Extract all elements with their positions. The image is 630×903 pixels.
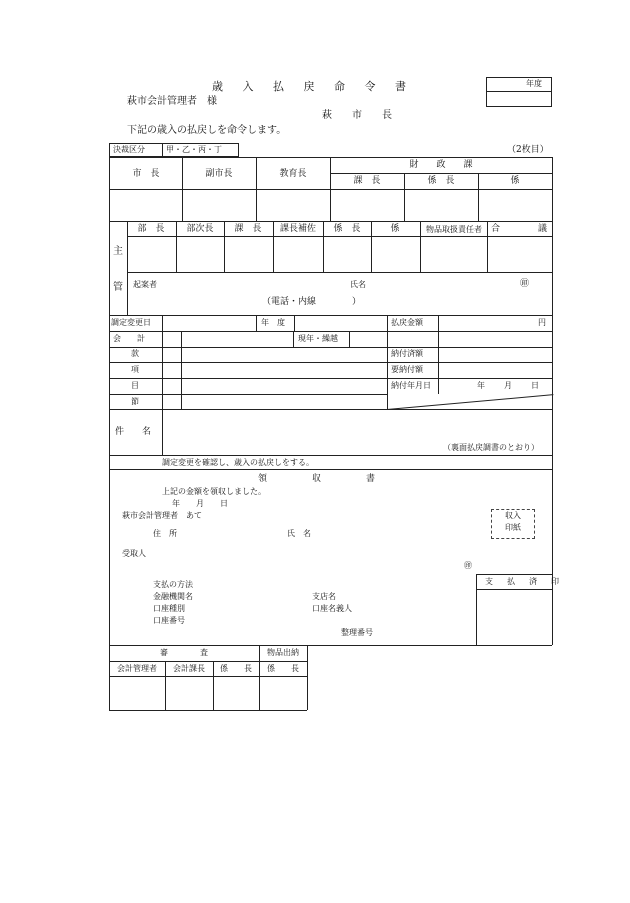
shukan-kakarichou: 係 長 xyxy=(333,224,361,234)
kou-label: 項 xyxy=(131,365,139,374)
branch-label: 支店名 xyxy=(312,592,336,601)
receipt-seal: ㊞ xyxy=(464,561,472,570)
kian-shimei: 氏名 xyxy=(350,280,366,289)
instruction: 下記の歳入の払戻しを命令します。 xyxy=(127,125,287,136)
buppin-label: 物品出納 xyxy=(267,648,299,657)
uketori-label: 受取人 xyxy=(122,549,146,558)
seiri-label: 整理番号 xyxy=(341,628,373,637)
confirm-text: 調定変更を確認し、歳入の払戻しをする。 xyxy=(162,458,314,467)
audit-col-kaikeikanri: 会計管理者 xyxy=(117,664,157,673)
ura-note: （裏面払戻調書のとおり） xyxy=(443,443,539,452)
younouhu-label: 要納付額 xyxy=(391,365,423,374)
chouteihenkou-label: 調定変更日 xyxy=(111,318,151,327)
moku-label: 目 xyxy=(131,381,139,390)
col-fukushichou: 副市長 xyxy=(205,169,233,179)
hi-label: 日 xyxy=(531,381,539,390)
tsuki-label: 月 xyxy=(504,381,512,390)
setsu-label: 節 xyxy=(131,397,139,406)
method-label: 支払の方法 xyxy=(153,580,193,589)
receipt-shimei-label: 氏 名 xyxy=(287,529,311,538)
shinsa-label: 審 査 xyxy=(160,648,208,657)
acct-type-label: 口座種別 xyxy=(153,604,185,613)
col-zaisei-kakari: 係 xyxy=(510,176,520,186)
kian-label: 起案者 xyxy=(133,280,157,289)
nendo-field-label: 年 度 xyxy=(261,318,285,327)
yen-label: 円 xyxy=(538,318,546,327)
nendo-label: 年度 xyxy=(526,79,542,88)
nen-label: 年 xyxy=(477,381,485,390)
col-shichou: 市 長 xyxy=(132,169,160,179)
receipt-to: 萩市会計管理者 あて xyxy=(122,511,202,520)
shukan-kachou: 課 長 xyxy=(234,224,262,234)
receipt-title: 領 収 書 xyxy=(258,474,376,484)
nendo-box xyxy=(486,77,552,107)
stamp-line-1: 収入 xyxy=(505,511,521,520)
issuer: 萩 市 長 xyxy=(322,110,392,121)
document-title: 歳 入 払 戻 命 令 書 xyxy=(212,80,414,93)
addressee: 萩市会計管理者 様 xyxy=(127,96,217,107)
jusho-label: 住 所 xyxy=(153,529,177,538)
receipt-date: 年 月 日 xyxy=(172,499,228,508)
sheet-count: （2枚目） xyxy=(507,145,549,155)
kan-label: 款 xyxy=(131,349,139,358)
genkurikoshi-label: 現年・繰越 xyxy=(298,334,338,343)
col-kyouikuchou: 教育長 xyxy=(279,169,307,179)
shukan-gou: 合 xyxy=(491,224,501,234)
bank-label: 金融機関名 xyxy=(153,592,193,601)
audit-col-kakarichou-1: 係 長 xyxy=(220,664,252,673)
kessai-options: 甲・乙・丙・丁 xyxy=(166,145,222,154)
audit-col-kakarichou-2: 係 長 xyxy=(267,664,299,673)
shukan-label-1: 主 xyxy=(113,246,123,257)
col-zaisei-kakarichou: 係 長 xyxy=(427,176,455,186)
stamp-line-2: 印紙 xyxy=(505,523,521,532)
shukan-kachouhosa: 課長補佐 xyxy=(279,224,317,234)
haraimodoshi-label: 払戻金額 xyxy=(391,318,423,327)
col-zaisei-kachou: 課 長 xyxy=(353,176,381,186)
acct-holder-label: 口座名義人 xyxy=(312,604,352,613)
shukan-label-2: 管 xyxy=(113,282,123,293)
nouhuymd-label: 納付年月日 xyxy=(391,381,431,390)
kenmei-label: 件 名 xyxy=(115,427,152,437)
nouhuzumi-label: 納付済額 xyxy=(391,349,423,358)
receipt-line: 上記の金額を領収しました。 xyxy=(162,487,266,496)
shukan-kakari: 係 xyxy=(390,224,400,234)
shukan-gi: 議 xyxy=(538,224,548,234)
shukan-bujichou: 部次長 xyxy=(186,224,214,234)
acct-no-label: 口座番号 xyxy=(153,616,185,625)
shukan-buppin: 物品取扱責任者 xyxy=(426,225,482,234)
shukan-buchou: 部 長 xyxy=(137,224,165,234)
col-zaisei: 財 政 課 xyxy=(409,160,473,170)
shiharaizumi-label: 支 払 済 印 xyxy=(485,577,562,586)
seal-mark: ㊞ xyxy=(520,279,530,289)
phone-label: （電話・内線 ） xyxy=(262,297,362,307)
audit-col-kaikeikachou: 会計課長 xyxy=(173,664,205,673)
kaikei-label: 会 計 xyxy=(113,334,145,343)
kessai-label: 決裁区分 xyxy=(113,145,145,154)
